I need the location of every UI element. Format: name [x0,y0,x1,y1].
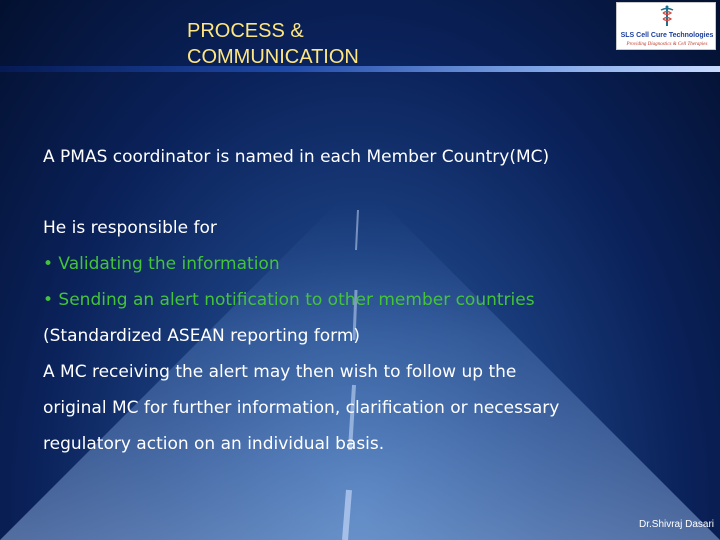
title-line-1: PROCESS & [187,20,304,42]
caduceus-icon [655,5,679,27]
body-line-7: original MC for further information, clarification or necessary [43,398,560,418]
body-line-5: (Standardized ASEAN reporting form) [43,326,361,346]
body-line-1: A PMAS coordinator is named in each Member Country(MC) [43,147,550,167]
logo-tagline: Providing Diagnostics & Cell Therapies [626,42,708,47]
title-line-2: COMMUNICATION [187,46,359,68]
slide-title [187,18,547,70]
bullet-sending-alert: • Sending an alert notification to other member countries [43,290,535,310]
body-line-6: A MC receiving the alert may then wish to follow up the [43,362,517,382]
bullet-validating: • Validating the information [43,254,280,274]
footer-author: Dr.Shivraj Dasari [639,519,715,530]
logo-name: SLS Cell Cure Technologies [620,32,714,39]
body-line-2: He is responsible for [43,218,217,238]
body-line-8: regulatory action on an individual basis. [43,434,385,454]
company-logo [616,2,716,50]
